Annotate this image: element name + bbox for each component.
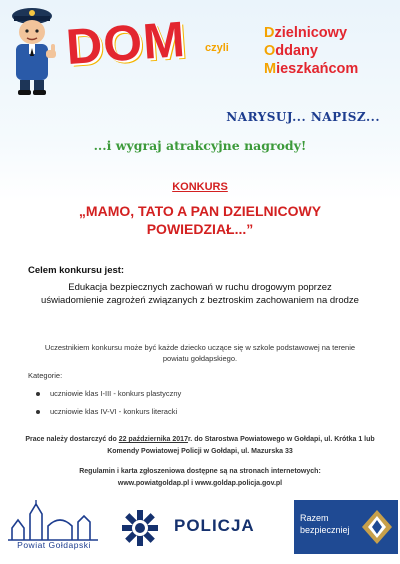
- logo-czyli: czyli: [205, 42, 229, 54]
- acronym-block: [264, 24, 358, 78]
- list-item: uczniowie klas IV-VI - konkurs literacki: [36, 406, 181, 417]
- rules-line: Regulamin i karta zgłoszeniowa dostępne są na stronach internetowych:: [79, 468, 321, 475]
- goal-text: Edukacja bezpiecznych zachowań w ruchu drogowym poprzez uświadomienie zagrożeń związanych z beztroskim zachowaniem na drodze: [41, 282, 359, 306]
- police-star-icon: [120, 508, 160, 548]
- bullet-icon: [36, 392, 40, 396]
- categories-list: [36, 388, 181, 424]
- header: [0, 0, 400, 100]
- list-item: uczniowie klas I-III - konkurs plastyczny: [36, 388, 181, 399]
- footer: [0, 496, 400, 564]
- categories-label: Kategorie:: [28, 371, 63, 380]
- bullet-icon: [36, 410, 40, 414]
- acronym-line: Mieszkańcom: [264, 61, 359, 77]
- contest-label: KONKURS: [172, 181, 228, 193]
- rules-info: [20, 466, 380, 490]
- razem-diamond-icon: [360, 508, 394, 546]
- police-officer-mascot-icon: [6, 4, 58, 96]
- tagline-draw-write: NARYSUJ... NAPISZ...: [226, 110, 380, 124]
- contest-title: „MAMO, TATO A PAN DZIELNICOWY POWIEDZIAŁ...”: [78, 203, 322, 237]
- powiat-label: Powiat Gołdapski: [17, 540, 91, 550]
- acronym-line: Oddany: [264, 43, 318, 59]
- tagline-prizes: ...i wygraj atrakcyjne nagrody!: [93, 138, 307, 153]
- policja-label: POLICJA: [174, 516, 255, 535]
- submission-info: Prace należy dostarczyć do 22 października 2017r. do Starostwa Powiatowego w Gołdapi, ul. Krótka 1 lub Komendy Powiatowej Policji w Gołdapi, ul. Mazurska 33: [25, 436, 375, 455]
- participants-text: Uczestnikiem konkursu może być każde dziecko uczące się w szkole podstawowej na terenie powiatu gołdapskiego.: [44, 343, 356, 363]
- submission-date: 22 października 2017: [118, 436, 188, 443]
- logo-dom: DOM: [64, 10, 188, 76]
- razem-label: Razem bezpieczniej: [300, 513, 350, 535]
- goal-label: Celem konkursu jest:: [28, 265, 125, 276]
- razem-bezpieczniej-logo: [294, 500, 398, 554]
- acronym-line: Dzielnicowy: [264, 25, 348, 41]
- websites-line[interactable]: www.powiatgoldap.pl i www.goldap.policja.gov.pl: [117, 480, 283, 487]
